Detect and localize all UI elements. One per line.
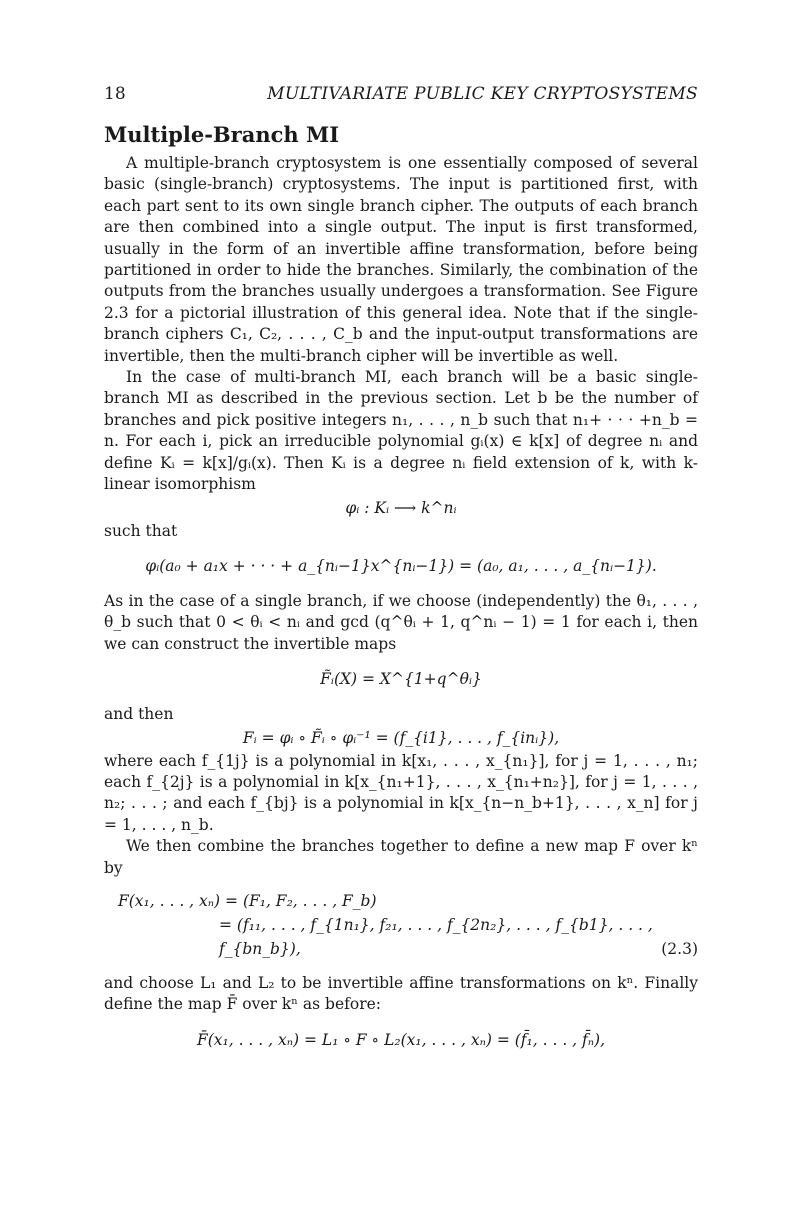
equation-F-bar: F̄(x₁, . . . , xₙ) = L₁ ∘ F ∘ L₂(x₁, . . . , xₙ) = (f̄₁, . . . , f̄ₙ), (196, 1030, 606, 1049)
equation-2-3-line-1: F(x₁, . . . , xₙ) = (F₁, F₂, . . . , F_b) (118, 891, 377, 910)
paragraph-4: where each f_{1j} is a polynomial in k[x₁, . . . , x_{n₁}], for j = 1, . . . , n₁; each f_{2j} is a polynomial in k[x_{n₁+1}, . . . , x_{n₁+n₂}], for j = 1, . . . , n₂; . . . ; and each f_{bj} is a polynomial in k[x_{n−n_b+1}, . . . , x_n] for j = 1, . . . , n_b. (104, 751, 698, 834)
equation-isomorphism: φᵢ : Kᵢ ⟶ k^nᵢ (345, 498, 457, 517)
equation-phi-map: φᵢ(a₀ + a₁x + · · · + a_{nᵢ−1}x^{nᵢ−1}) = (a₀, a₁, . . . , a_{nᵢ−1}). (145, 556, 657, 575)
page-number: 18 (104, 84, 126, 104)
section-title: Multiple-Branch MI (104, 122, 340, 147)
paragraph-such-that: such that (104, 521, 178, 540)
equation-2-3-line-2-text: = (f₁₁, . . . , f_{1n₁}, f₂₁, . . . , f_{2n₂}, . . . , f_{b1}, . . . , f_{bn_b}), (219, 915, 653, 958)
equation-F-i: Fᵢ = φᵢ ∘ F̃ᵢ ∘ φᵢ⁻¹ = (f_{i1}, . . . , f_{inᵢ}), (242, 728, 560, 747)
equation-2-3-line-2 (118, 913, 698, 961)
paragraph-and-then: and then (104, 705, 174, 724)
equation-number: (2.3) (661, 939, 698, 958)
paragraph-2: In the case of multi-branch MI, each branch will be a basic single-branch MI as described in the previous section. Let b be the number of branches and pick positive integers n₁, . . . , n_b such that n₁+ · · · +n_b = n. For each i, pick an irreducible polynomial gᵢ(x) ∈ k[x] of degree nᵢ and define Kᵢ = k[x]/gᵢ(x). Then Kᵢ is a degree nᵢ field extension of k, with k-linear isomorphism (104, 368, 698, 494)
paragraph-3: As in the case of a single branch, if we choose (independently) the θ₁, . . . , θ_b such that 0 < θᵢ < nᵢ and gcd (q^θᵢ + 1, q^nᵢ − 1) = 1 for each i, then we can construct the invertible maps (104, 591, 698, 653)
paragraph-1: A multiple-branch cryptosystem is one essentially composed of several basic (single-branch) cryptosystems. The input is partitioned first, with each part sent to its own single branch cipher. The outputs of each branch are then combined into a single output. The input is first transformed, usually in the form of an invertible affine transformation, before being partitioned in order to hide the branches. Similarly, the combination of the outputs from the branches usually undergoes a transformation. See Figure 2.3 for a pictorial illustration of this general idea. Note that if the single-branch ciphers C₁, C₂, . . . , C_b and the input-output transformations are invertible, then the multi-branch cipher will be invertible as well. (104, 154, 698, 365)
running-head (104, 84, 698, 110)
paragraph-5: We then combine the branches together to define a new map F over kⁿ by (104, 837, 698, 877)
equation-F-tilde: F̃ᵢ(X) = X^{1+q^θᵢ} (320, 670, 482, 689)
paragraph-6: and choose L₁ and L₂ to be invertible affine transformations on kⁿ. Finally define the map F̄ over kⁿ as before: (104, 973, 698, 1014)
equation-2-3 (118, 889, 698, 961)
page (104, 84, 698, 1065)
running-title: MULTIVARIATE PUBLIC KEY CRYPTOSYSTEMS (267, 84, 698, 104)
